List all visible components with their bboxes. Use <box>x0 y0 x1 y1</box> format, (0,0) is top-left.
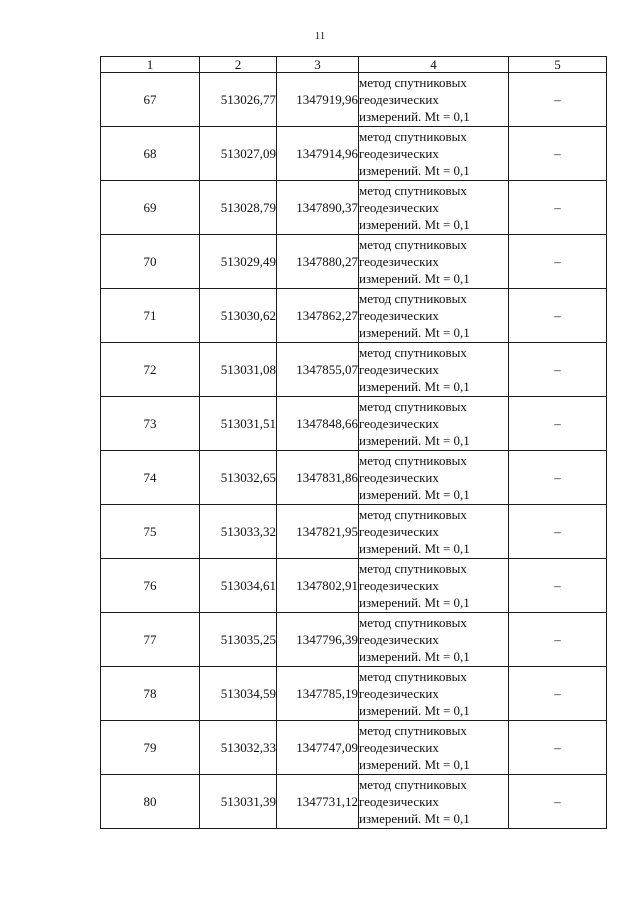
table-row <box>101 613 607 667</box>
method-line: измерений. Mt = 0,1 <box>359 433 470 448</box>
x-coordinate-cell: 513034,59 <box>200 667 277 721</box>
x-coordinate-cell: 513027,09 <box>200 127 277 181</box>
method-cell <box>359 73 509 127</box>
method-cell <box>359 451 509 505</box>
note-cell: – <box>509 775 607 829</box>
x-coordinate-cell: 513033,32 <box>200 505 277 559</box>
y-coordinate-cell: 1347747,09 <box>277 721 359 775</box>
method-line: метод спутниковых <box>359 399 467 414</box>
method-line: измерений. Mt = 0,1 <box>359 649 470 664</box>
y-coordinate-cell: 1347919,96 <box>277 73 359 127</box>
method-line: метод спутниковых <box>359 183 467 198</box>
y-coordinate-cell: 1347731,12 <box>277 775 359 829</box>
note-cell: – <box>509 235 607 289</box>
method-line: метод спутниковых <box>359 615 467 630</box>
method-line: измерений. Mt = 0,1 <box>359 595 470 610</box>
point-number-cell: 68 <box>101 127 200 181</box>
y-coordinate-cell: 1347848,66 <box>277 397 359 451</box>
y-coordinate-cell: 1347831,86 <box>277 451 359 505</box>
column-header-5: 5 <box>509 57 607 73</box>
method-line: геодезических <box>359 686 439 701</box>
method-line: геодезических <box>359 362 439 377</box>
method-cell <box>359 505 509 559</box>
table-row <box>101 775 607 829</box>
y-coordinate-cell: 1347802,91 <box>277 559 359 613</box>
method-cell <box>359 289 509 343</box>
column-header-4: 4 <box>359 57 509 73</box>
point-number-cell: 74 <box>101 451 200 505</box>
method-line: метод спутниковых <box>359 129 467 144</box>
note-cell: – <box>509 559 607 613</box>
y-coordinate-cell: 1347862,27 <box>277 289 359 343</box>
method-line: измерений. Mt = 0,1 <box>359 379 470 394</box>
method-line: метод спутниковых <box>359 75 467 90</box>
method-line: измерений. Mt = 0,1 <box>359 703 470 718</box>
x-coordinate-cell: 513034,61 <box>200 559 277 613</box>
table-row <box>101 397 607 451</box>
point-number-cell: 80 <box>101 775 200 829</box>
note-cell: – <box>509 613 607 667</box>
note-cell: – <box>509 721 607 775</box>
method-line: измерений. Mt = 0,1 <box>359 325 470 340</box>
method-line: метод спутниковых <box>359 777 467 792</box>
method-cell <box>359 181 509 235</box>
method-cell <box>359 667 509 721</box>
table-row <box>101 505 607 559</box>
method-cell <box>359 235 509 289</box>
table-row <box>101 343 607 397</box>
method-line: геодезических <box>359 632 439 647</box>
method-line: метод спутниковых <box>359 237 467 252</box>
table-row <box>101 181 607 235</box>
y-coordinate-cell: 1347855,07 <box>277 343 359 397</box>
method-line: метод спутниковых <box>359 561 467 576</box>
column-header-3: 3 <box>277 57 359 73</box>
y-coordinate-cell: 1347796,39 <box>277 613 359 667</box>
method-line: метод спутниковых <box>359 669 467 684</box>
note-cell: – <box>509 505 607 559</box>
table-row <box>101 235 607 289</box>
method-cell <box>359 721 509 775</box>
note-cell: – <box>509 451 607 505</box>
method-line: метод спутниковых <box>359 291 467 306</box>
method-line: геодезических <box>359 470 439 485</box>
method-line: геодезических <box>359 200 439 215</box>
y-coordinate-cell: 1347890,37 <box>277 181 359 235</box>
header-row <box>101 57 607 73</box>
note-cell: – <box>509 289 607 343</box>
coordinates-table <box>100 56 607 829</box>
method-line: измерений. Mt = 0,1 <box>359 109 470 124</box>
point-number-cell: 77 <box>101 613 200 667</box>
method-line: геодезических <box>359 92 439 107</box>
point-number-cell: 76 <box>101 559 200 613</box>
method-line: измерений. Mt = 0,1 <box>359 271 470 286</box>
column-header-1: 1 <box>101 57 200 73</box>
note-cell: – <box>509 73 607 127</box>
method-line: геодезических <box>359 524 439 539</box>
x-coordinate-cell: 513031,08 <box>200 343 277 397</box>
note-cell: – <box>509 127 607 181</box>
method-cell <box>359 613 509 667</box>
table-row <box>101 721 607 775</box>
method-line: геодезических <box>359 308 439 323</box>
y-coordinate-cell: 1347880,27 <box>277 235 359 289</box>
method-line: измерений. Mt = 0,1 <box>359 811 470 826</box>
x-coordinate-cell: 513029,49 <box>200 235 277 289</box>
method-line: геодезических <box>359 416 439 431</box>
table-row <box>101 289 607 343</box>
page-number: 11 <box>314 30 326 42</box>
table-row <box>101 127 607 181</box>
method-line: геодезических <box>359 254 439 269</box>
note-cell: – <box>509 181 607 235</box>
method-line: метод спутниковых <box>359 723 467 738</box>
x-coordinate-cell: 513026,77 <box>200 73 277 127</box>
table-header <box>101 57 607 73</box>
table-row <box>101 667 607 721</box>
point-number-cell: 71 <box>101 289 200 343</box>
method-line: измерений. Mt = 0,1 <box>359 757 470 772</box>
y-coordinate-cell: 1347821,95 <box>277 505 359 559</box>
note-cell: – <box>509 397 607 451</box>
method-line: геодезических <box>359 740 439 755</box>
method-line: метод спутниковых <box>359 345 467 360</box>
x-coordinate-cell: 513031,51 <box>200 397 277 451</box>
method-cell <box>359 397 509 451</box>
table-row <box>101 73 607 127</box>
point-number-cell: 75 <box>101 505 200 559</box>
x-coordinate-cell: 513032,65 <box>200 451 277 505</box>
method-line: измерений. Mt = 0,1 <box>359 163 470 178</box>
x-coordinate-cell: 513032,33 <box>200 721 277 775</box>
method-line: геодезических <box>359 794 439 809</box>
method-line: измерений. Mt = 0,1 <box>359 217 470 232</box>
method-line: измерений. Mt = 0,1 <box>359 487 470 502</box>
method-line: метод спутниковых <box>359 453 467 468</box>
point-number-cell: 69 <box>101 181 200 235</box>
point-number-cell: 73 <box>101 397 200 451</box>
method-line: геодезических <box>359 146 439 161</box>
point-number-cell: 72 <box>101 343 200 397</box>
method-cell <box>359 343 509 397</box>
method-line: метод спутниковых <box>359 507 467 522</box>
point-number-cell: 78 <box>101 667 200 721</box>
y-coordinate-cell: 1347785,19 <box>277 667 359 721</box>
point-number-cell: 79 <box>101 721 200 775</box>
table-body <box>101 73 607 829</box>
x-coordinate-cell: 513035,25 <box>200 613 277 667</box>
method-cell <box>359 127 509 181</box>
method-line: измерений. Mt = 0,1 <box>359 541 470 556</box>
y-coordinate-cell: 1347914,96 <box>277 127 359 181</box>
x-coordinate-cell: 513030,62 <box>200 289 277 343</box>
note-cell: – <box>509 667 607 721</box>
table-row <box>101 559 607 613</box>
x-coordinate-cell: 513031,39 <box>200 775 277 829</box>
table-row <box>101 451 607 505</box>
point-number-cell: 70 <box>101 235 200 289</box>
column-header-2: 2 <box>200 57 277 73</box>
x-coordinate-cell: 513028,79 <box>200 181 277 235</box>
note-cell: – <box>509 343 607 397</box>
method-line: геодезических <box>359 578 439 593</box>
point-number-cell: 67 <box>101 73 200 127</box>
method-cell <box>359 775 509 829</box>
method-cell <box>359 559 509 613</box>
